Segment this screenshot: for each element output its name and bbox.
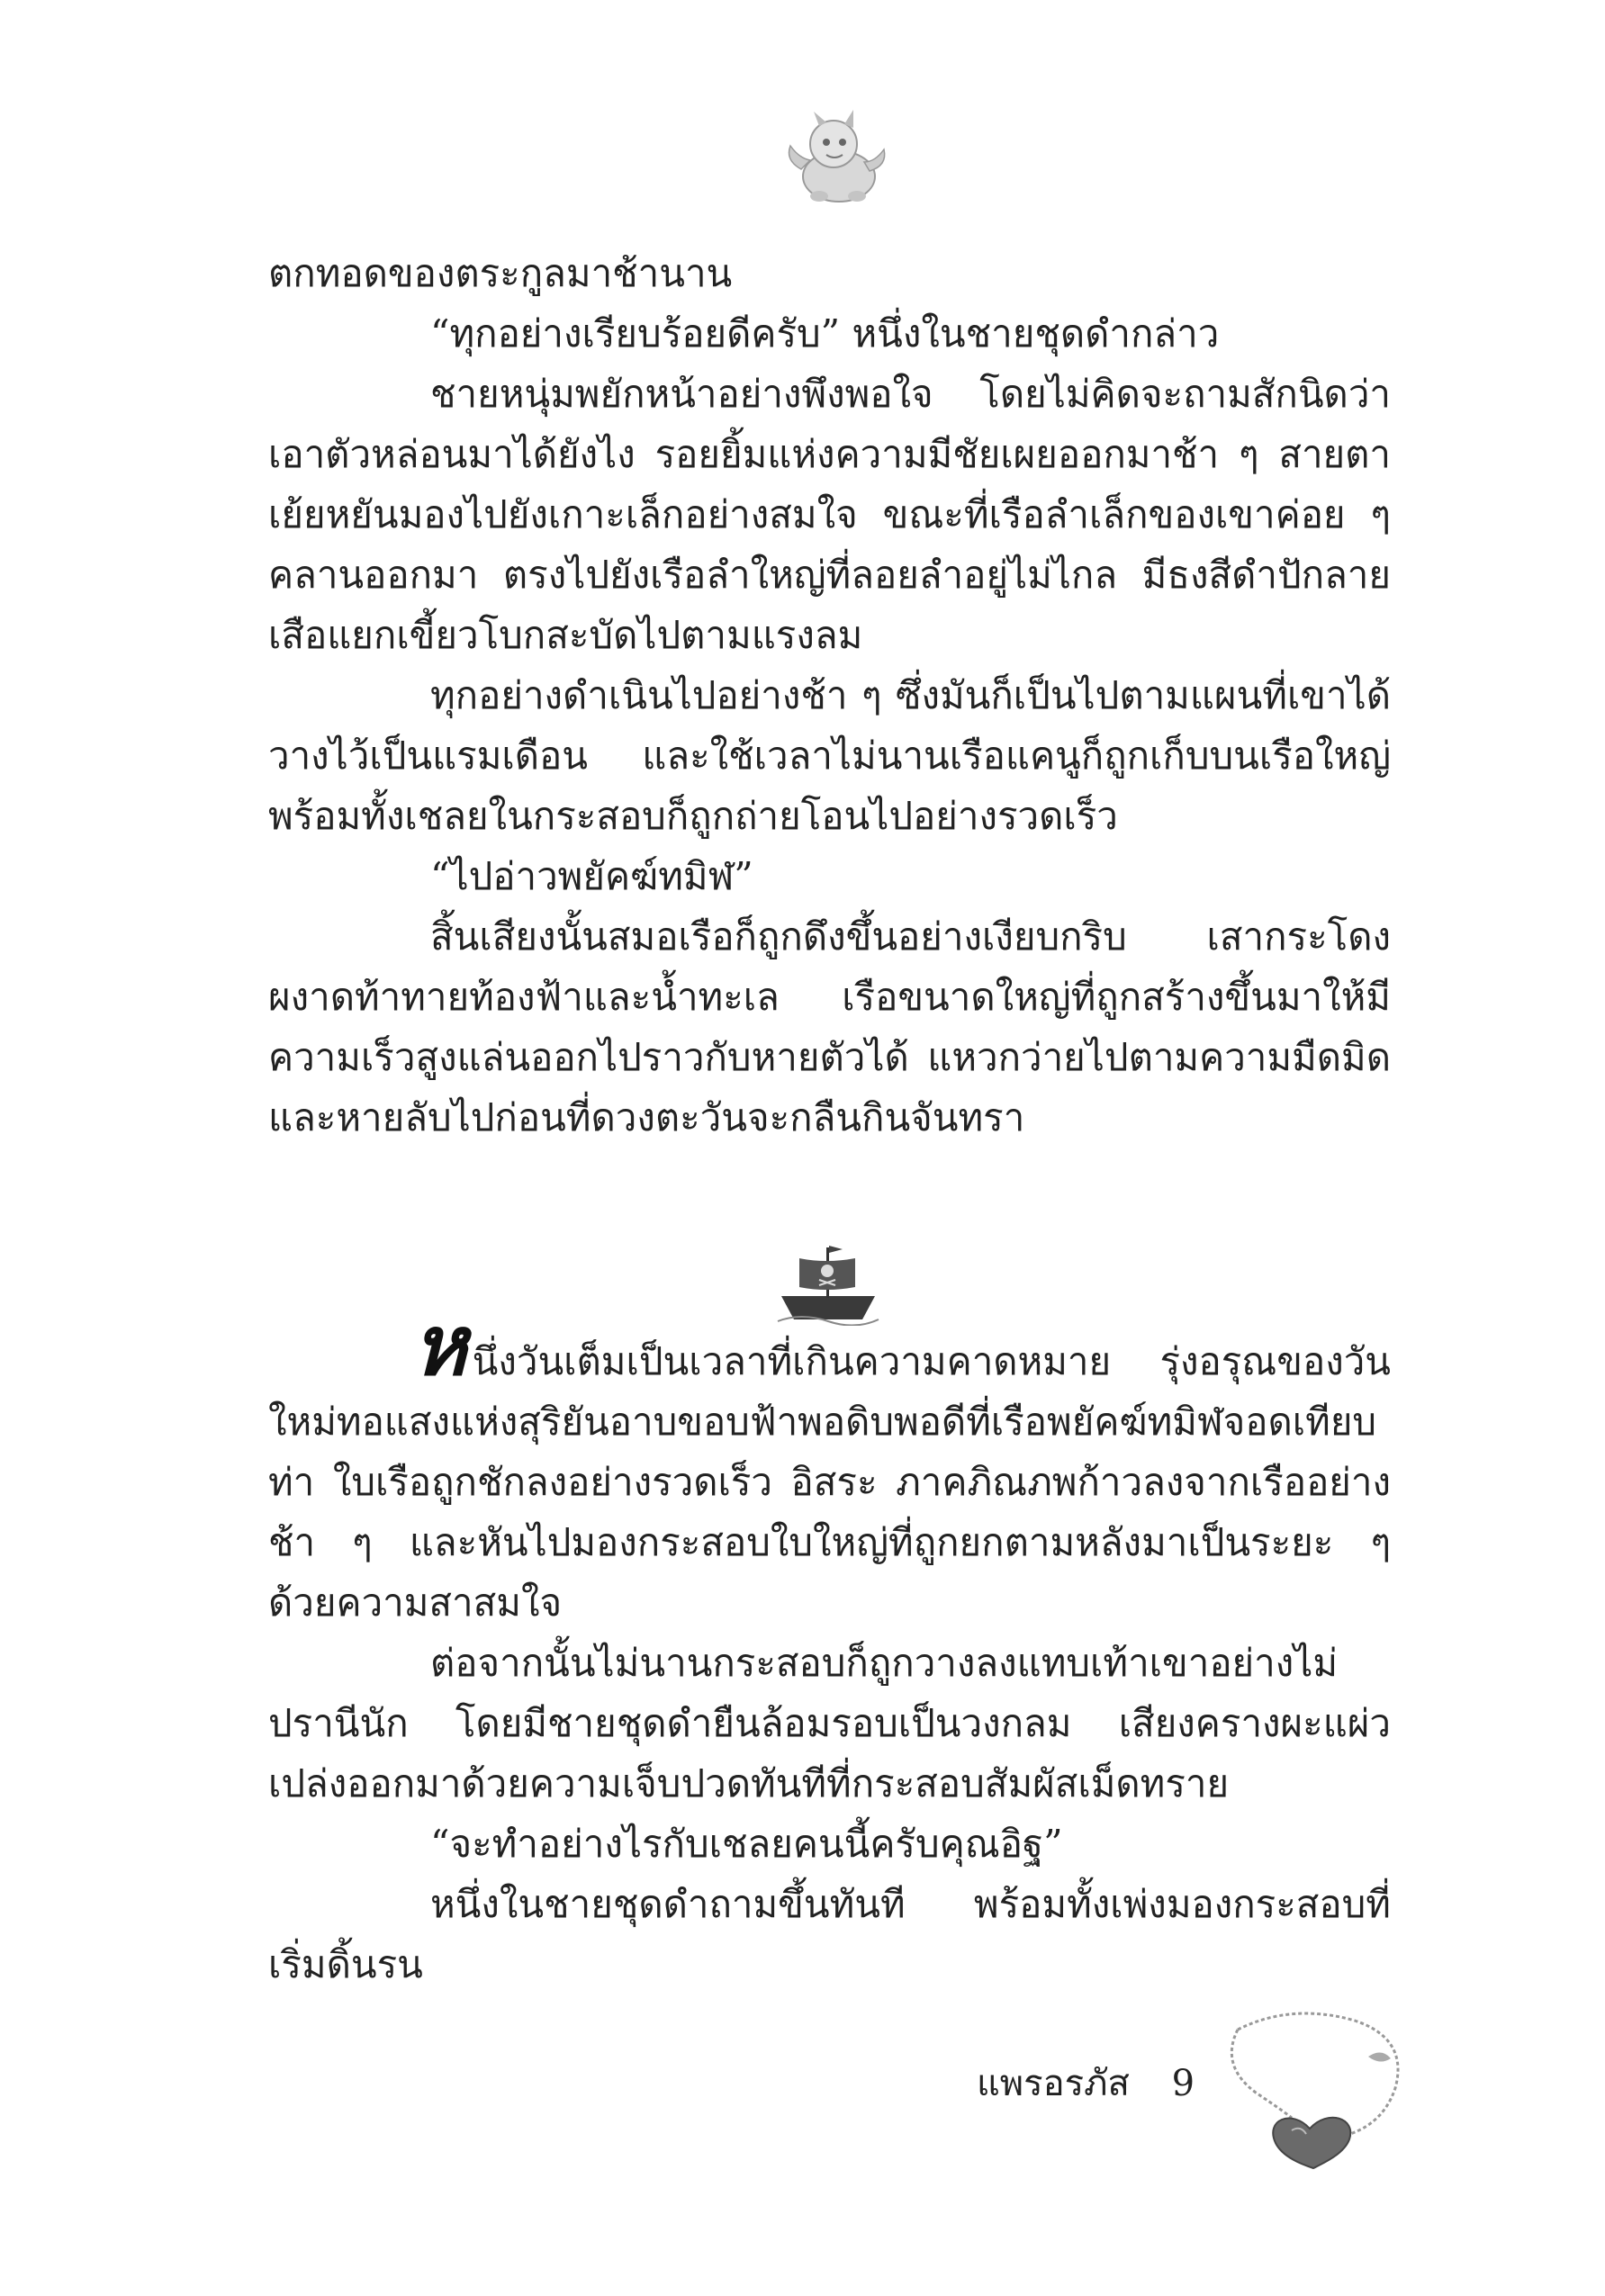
drop-cap-letter: ห [412, 1297, 467, 1394]
baby-dragon-icon [774, 106, 900, 210]
paragraph-9: “จะทำอย่างไรกับเชลยคนนี้ครับคุณอิฐ” [430, 1822, 1063, 1866]
paragraph-7 [268, 1297, 1391, 1633]
paragraph-5: “ไปอ่าวพยัคฆ์ทมิฬ” [430, 854, 753, 898]
paragraph-4: ทุกอย่างดำเนินไปอย่างช้า ๆ ซึ่งมันก็เป็นไปตามแผนที่เขาได้วางไว้เป็นแรมเดือน และใช้เวลาไม่นานเรือแคนูก็ถูกเก็บบนเรือใหญ่ พร้อมทั้งเชลยในกระสอบก็ถูกถ่ายโอนไปอย่างรวดเร็ว [268, 673, 1391, 838]
heart-pendant-necklace-icon [1202, 2003, 1427, 2169]
paragraph-2: “ทุกอย่างเรียบร้อยดีครับ” หนึ่งในชายชุดดำกล่าว [430, 311, 1220, 356]
page-number: 9 [1171, 2063, 1195, 2104]
text-block-bottom [268, 1297, 1391, 1994]
paragraph-10: หนึ่งในชายชุดดำถามขึ้นทันที พร้อมทั้งเพ่งมองกระสอบที่เริ่มดิ้นรน [268, 1882, 1391, 1986]
pirate-ship-icon [774, 1240, 882, 1326]
page-footer [977, 2061, 1195, 2106]
paragraph-3: ชายหนุ่มพยักหน้าอย่างพึงพอใจ โดยไม่คิดจะถามสักนิดว่าเอาตัวหล่อนมาได้ยังไง รอยยิ้มแห่งความมีชัยเผยออกมาช้า ๆ สายตาเย้ยหยันมองไปยังเกาะเล็กอย่างสมใจ ขณะที่เรือลำเล็กของเขาค่อย ๆ คลานออกมา ตรงไปยังเรือลำใหญ่ที่ลอยลำอยู่ไม่ไกล มีธงสีดำปักลายเสือแยกเขี้ยวโบกสะบัดไปตามแรงลม [268, 372, 1391, 657]
paragraph-6: สิ้นเสียงนั้นสมอเรือก็ถูกดึงขึ้นอย่างเงียบกริบ เสากระโดงผงาดท้าทายท้องฟ้าและน้ำทะเล เรือขนาดใหญ่ที่ถูกสร้างขึ้นมาให้มีความเร็วสูงแล่นออกไปราวกับหายตัวได้ แหวกว่ายไปตามความมืดมิดและหายลับไปก่อนที่ดวงตะวันจะกลืนกินจันทรา [268, 914, 1391, 1139]
text-block-top [268, 243, 1391, 1148]
paragraph-7-text: นึ่งวันเต็มเป็นเวลาที่เกินความคาดหมาย รุ่งอรุณของวันใหม่ทอแสงแห่งสุริยันอาบขอบฟ้าพอดิบพอดีที่เรือพยัคฆ์ทมิฬจอดเทียบท่า ใบเรือถูกชักลงอย่างรวดเร็ว อิสระ ภาคภิณภพก้าวลงจากเรืออย่างช้า ๆ และหันไปมองกระสอบใบใหญ่ที่ถูกยกตามหลังมาเป็นระยะ ๆ ด้วยความสาสมใจ [268, 1339, 1391, 1625]
paragraph-1: ตกทอดของตระกูลมาช้านาน [268, 251, 733, 295]
book-title: แพรอรภัส [977, 2063, 1130, 2104]
paragraph-8: ต่อจากนั้นไม่นานกระสอบก็ถูกวางลงแทบเท้าเขาอย่างไม่ปรานีนัก โดยมีชายชุดดำยืนล้อมรอบเป็นวงกลม เสียงครางผะแผ่วเปล่งออกมาด้วยความเจ็บปวดทันทีที่กระสอบสัมผัสเม็ดทราย [268, 1641, 1391, 1805]
